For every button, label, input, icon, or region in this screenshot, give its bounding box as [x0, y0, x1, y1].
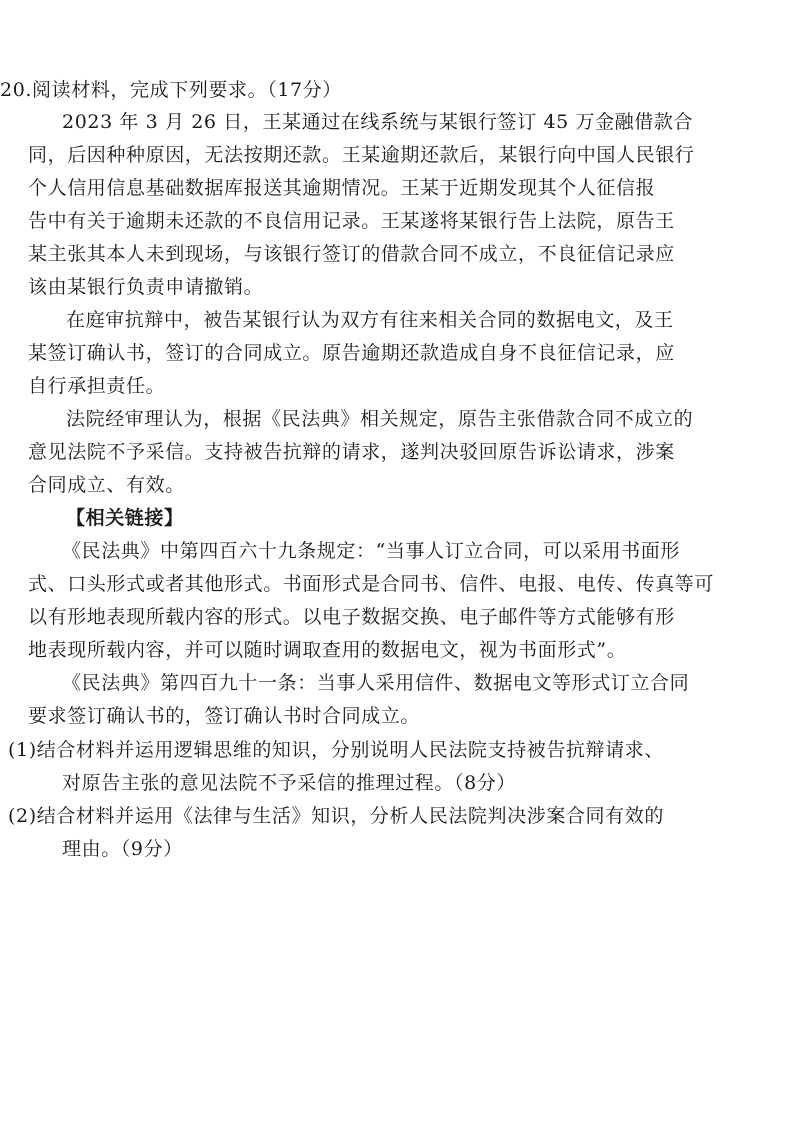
material-line: 《民法典》中第四百六十九条规定：“当事人订立合同，可以采用书面形 — [62, 540, 680, 562]
question-title: 20.阅读材料，完成下列要求。（17分） — [0, 79, 342, 101]
material-line: 某主张其本人未到现场，与该银行签订的借款合同不成立，不良征信记录应 — [28, 243, 675, 265]
material-line: 式、口头形式或者其他形式。书面形式是合同书、信件、电报、电传、传真等可 — [28, 573, 715, 595]
material-line: 《民法典》第四百九十一条：当事人采用信件、数据电文等形式订立合同 — [62, 672, 690, 694]
material-line: 合同成立、有效。 — [28, 474, 185, 496]
material-line: 个人信用信息基础数据库报送其逾期情况。王某于近期发现其个人征信报 — [28, 177, 656, 199]
subquestion-1: (1)结合材料并运用逻辑思维的知识，分别说明人民法院支持被告抗辩请求、 — [8, 739, 664, 761]
material-line: 地表现所载内容，并可以随时调取查用的数据电文，视为书面形式”。 — [28, 639, 627, 661]
material-line: 以有形地表现所载内容的形式。以电子数据交换、电子邮件等方式能够有形 — [28, 606, 675, 628]
subquestion-2-cont: 理由。（9分） — [62, 838, 183, 860]
subquestion-2: (2)结合材料并运用《法律与生活》知识，分析人民法院判决涉案合同有效的 — [8, 805, 664, 827]
material-line: 要求签订确认书的，签订确认书时合同成立。 — [28, 705, 421, 727]
related-link-heading: 【相关链接】 — [66, 507, 184, 529]
material-line: 该由某银行负责申请撤销。 — [28, 276, 264, 298]
material-line: 同，后因种种原因，无法按期还款。王某逾期还款后，某银行向中国人民银行 — [28, 144, 695, 166]
material-line: 在庭审抗辩中，被告某银行认为双方有往来相关合同的数据电文，及王 — [66, 309, 674, 331]
material-line: 告中有关于逾期未还款的不良信用记录。王某遂将某银行告上法院，原告王 — [28, 210, 675, 232]
material-line: 某签订确认书，签订的合同成立。原告逾期还款造成自身不良征信记录，应 — [28, 342, 675, 364]
material-line: 意见法院不予采信。支持被告抗辩的请求，遂判决驳回原告诉讼请求，涉案 — [28, 441, 675, 463]
subquestion-1-cont: 对原告主张的意见法院不予采信的推理过程。（8分） — [62, 772, 516, 794]
material-line: 法院经审理认为，根据《民法典》相关规定，原告主张借款合同不成立的 — [66, 408, 694, 430]
material-line: 2023 年 3 月 26 日，王某通过在线系统与某银行签订 45 万金融借款合 — [62, 111, 694, 133]
material-line: 自行承担责任。 — [28, 375, 166, 397]
